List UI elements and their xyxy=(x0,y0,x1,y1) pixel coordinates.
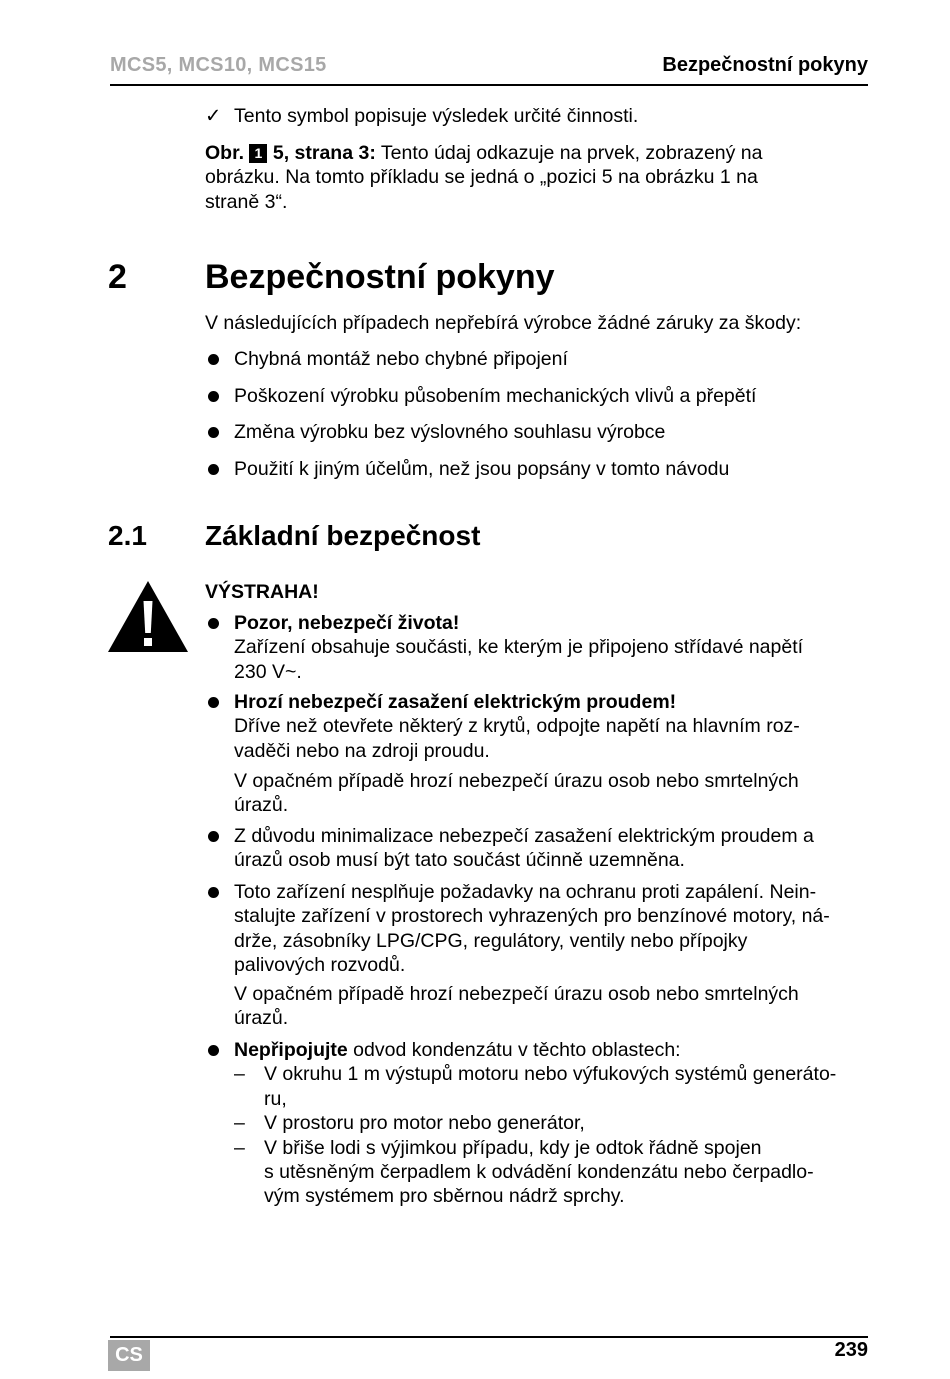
bullet-icon xyxy=(208,697,219,708)
dash-icon: – xyxy=(234,1063,245,1086)
check-text: Tento symbol popisuje výsledek určité činnosti. xyxy=(234,105,639,127)
checkmark-icon: ✓ xyxy=(205,105,222,127)
list-item: Poškození výrobku působením mechanických vlivů a přepětí xyxy=(205,384,870,408)
subsection-title: Základní bezpečnost xyxy=(205,520,481,551)
list-item: Změna výrobku bez výslovného souhlasu výrobce xyxy=(205,420,870,444)
subsection-number: 2.1 xyxy=(108,520,147,551)
obr-text-1: Tento údaj odkazuje na prvek, zobrazený na xyxy=(380,142,763,164)
warning-label: VÝSTRAHA! xyxy=(205,581,319,603)
sub-list-item: – V prostoru pro motor nebo generátor, xyxy=(234,1112,585,1135)
language-badge: CS xyxy=(108,1340,150,1371)
bullet-icon xyxy=(208,1045,219,1056)
list-item-continuation: V opačném případě hrozí nebezpečí úrazu osob nebo smrtelných úrazů. xyxy=(234,983,799,1030)
sub-list-item: – V okruhu 1 m výstupů motoru nebo výfukových systémů generáto- ru, xyxy=(234,1063,837,1110)
list-item: Nepřipojujte odvod kondenzátu v těchto oblastech: – V okruhu 1 m výstupů motoru nebo výfukových systémů generáto- ru, – V prostoru pro motor nebo generátor, – V břiše lodi s výjimkou případu, kdy je odtok řádně spojen s utěsněným čerpadlem k odvádění kondenzátu nebo čerpadlo- vým systémem pro sběrnou nádrž sprchy. xyxy=(205,1038,870,1209)
list-item: Toto zařízení nesplňuje požadavky na ochranu proti zapálení. Nein- stalujte zařízení v prostorech vyhrazených pro benzínové motory, ná- drže, zásobníky LPG/CPG, regulátory, ventily nebo přípojky palivových rozvodů. xyxy=(205,880,870,978)
list-item-continuation: V opačném případě hrozí nebezpečí úrazu osob nebo smrtelných úrazů. xyxy=(234,770,799,817)
bullet-icon xyxy=(208,427,219,438)
warning-triangle-icon xyxy=(106,579,190,654)
section-title: Bezpečnostní pokyny xyxy=(205,258,555,296)
header-rule xyxy=(110,84,868,86)
obr-text-3: straně 3“. xyxy=(205,190,288,213)
figure-number-box: 1 xyxy=(249,144,267,163)
bullet-icon xyxy=(208,618,219,629)
obr-ref: 5, strana 3: xyxy=(272,142,376,164)
list-item: Použití k jiným účelům, než jsou popsány v tomto návodu xyxy=(205,457,870,481)
header-section-title: Bezpečnostní pokyny xyxy=(662,54,868,76)
bullet-icon xyxy=(208,831,219,842)
list-item: Hrozí nebezpečí zasažení elektrickým proudem! Dříve než otevřete některý z krytů, odpojte napětí na hlavním roz- vaděči nebo na zdroji proudu. xyxy=(205,690,870,763)
bullet-icon xyxy=(208,354,219,365)
list-item: Pozor, nebezpečí života! Zařízení obsahuje součásti, ke kterým je připojeno střídavé napětí 230 V~. xyxy=(205,611,870,684)
check-explanation xyxy=(205,104,870,128)
bullet-icon xyxy=(208,391,219,402)
page-number: 239 xyxy=(834,1339,868,1361)
bullet-icon xyxy=(208,887,219,898)
dash-icon: – xyxy=(234,1112,245,1135)
header-product-models: MCS5, MCS10, MCS15 xyxy=(110,54,327,76)
dash-icon: – xyxy=(234,1136,245,1159)
bullet-icon xyxy=(208,464,219,475)
obr-text-2: obrázku. Na tomto příkladu se jedná o „pozici 5 na obrázku 1 na xyxy=(205,166,758,189)
figure-reference-explanation xyxy=(205,141,870,214)
section-number: 2 xyxy=(108,258,127,296)
sub-list-item: – V břiše lodi s výjimkou případu, kdy je odtok řádně spojen s utěsněným čerpadlem k odvádění kondenzátu nebo čerpadlo- vým systémem pro sběrnou nádrž sprchy. xyxy=(234,1136,814,1208)
section-lead: V následujících případech nepřebírá výrobce žádné záruky za škody: xyxy=(205,312,802,334)
list-item: Chybná montáž nebo chybné připojení xyxy=(205,347,870,371)
list-item: Z důvodu minimalizace nebezpečí zasažení elektrickým proudem a úrazů osob musí být tato součást účinně uzemněna. xyxy=(205,824,870,873)
obr-label: Obr. xyxy=(205,142,245,164)
footer-rule xyxy=(110,1336,868,1338)
